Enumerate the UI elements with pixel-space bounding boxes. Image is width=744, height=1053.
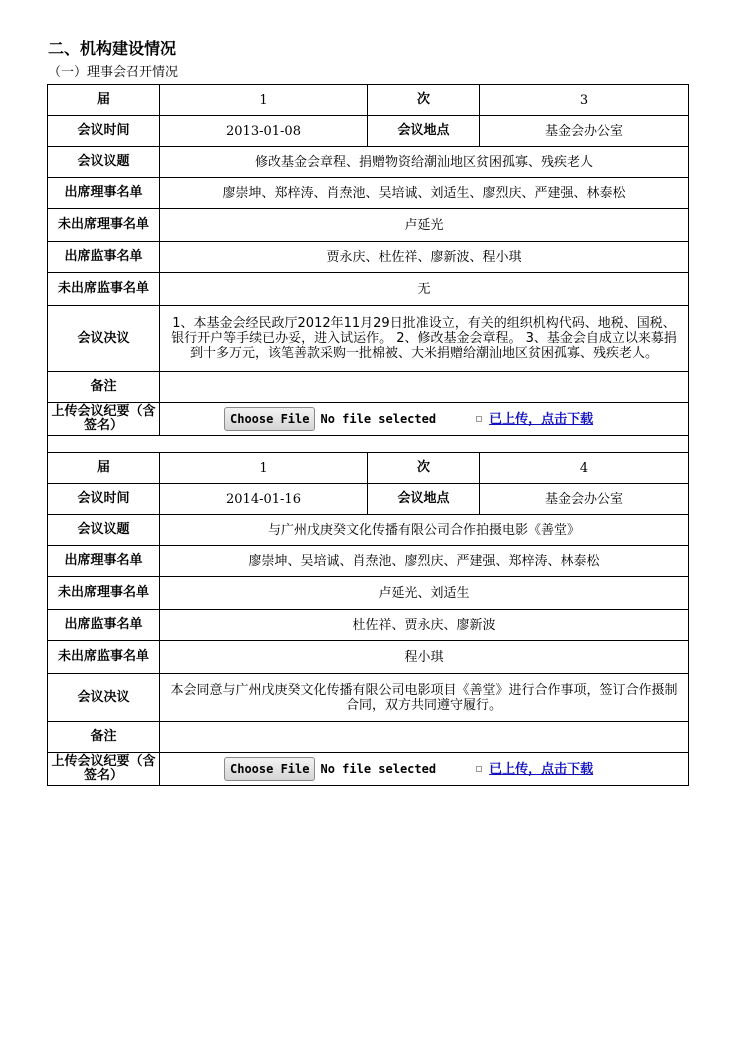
upload-cell [160,403,689,436]
meeting-2-present-directors-row [48,546,689,577]
session-value: 1 [160,453,368,484]
choose-file-button[interactable]: Choose File [224,757,315,781]
download-minutes-link[interactable]: 已上传，点击下载 [489,761,594,777]
present-supervisors-label: 出席监事名单 [48,242,160,273]
absent-supervisors-value: 无 [160,273,689,306]
choose-file-button[interactable]: Choose File [224,407,315,431]
meeting-1-session-row [48,85,689,116]
meeting-2-time-row [48,484,689,515]
board-meetings-table [47,84,689,786]
meeting-1-topic-row [48,147,689,178]
file-input-group [164,407,684,431]
number-label: 次 [368,85,480,116]
present-directors-value: 廖崇坤、郑梓涛、肖焘池、吴培诚、刘适生、廖烈庆、严建强、林泰松 [160,178,689,209]
remarks-label: 备注 [48,722,160,753]
remarks-value [160,722,689,753]
upload-minutes-label: 上传会议纪要（含签名） [48,753,160,786]
absent-supervisors-label: 未出席监事名单 [48,273,160,306]
absent-directors-label: 未出席理事名单 [48,577,160,610]
present-directors-value: 廖崇坤、吴培诚、肖焘池、廖烈庆、严建强、郑梓涛、林泰松 [160,546,689,577]
upload-minutes-label: 上传会议纪要（含签名） [48,403,160,436]
number-value: 4 [480,453,689,484]
meeting-1-present-supervisors-row [48,242,689,273]
file-status-text: No file selected [320,761,437,776]
present-directors-label: 出席理事名单 [48,546,160,577]
meeting-2-upload-row [48,753,689,786]
subsection-title: （一）理事会召开情况 [48,65,179,80]
separator-cell [48,436,689,453]
meeting-2-session-row [48,453,689,484]
checkbox-icon [476,766,482,772]
session-label: 届 [48,85,160,116]
meeting-topic-value: 与广州戊庚癸文化传播有限公司合作拍摄电影《善堂》 [160,515,689,546]
session-value: 1 [160,85,368,116]
resolution-label: 会议决议 [48,674,160,722]
meeting-place-value: 基金会办公室 [480,116,689,147]
meeting-topic-label: 会议议题 [48,515,160,546]
download-minutes-link[interactable]: 已上传，点击下载 [489,411,594,427]
absent-supervisors-value: 程小琪 [160,641,689,674]
file-status-text: No file selected [320,411,437,426]
absent-directors-value: 卢延光、刘适生 [160,577,689,610]
meeting-place-label: 会议地点 [368,116,480,147]
meeting-2-absent-supervisors-row [48,641,689,674]
upload-cell [160,753,689,786]
present-directors-label: 出席理事名单 [48,178,160,209]
meeting-topic-value: 修改基金会章程、捐赠物资给潮汕地区贫困孤寡、残疾老人 [160,147,689,178]
present-supervisors-label: 出席监事名单 [48,610,160,641]
meeting-1-absent-directors-row [48,209,689,242]
meeting-time-value: 2013-01-08 [160,116,368,147]
meeting-1-upload-row [48,403,689,436]
resolution-value: 本会同意与广州戊庚癸文化传播有限公司电影项目《善堂》进行合作事项，签订合作摄制合同，双方共同遵守履行。 [160,674,689,722]
number-label: 次 [368,453,480,484]
meeting-time-label: 会议时间 [48,484,160,515]
meeting-2-present-supervisors-row [48,610,689,641]
number-value: 3 [480,85,689,116]
meeting-2-absent-directors-row [48,577,689,610]
resolution-label: 会议决议 [48,306,160,372]
checkbox-icon [476,416,482,422]
meeting-1-present-directors-row [48,178,689,209]
meeting-place-label: 会议地点 [368,484,480,515]
absent-directors-value: 卢延光 [160,209,689,242]
meeting-1-resolution-row [48,306,689,372]
meeting-2-resolution-row [48,674,689,722]
session-label: 届 [48,453,160,484]
meeting-time-label: 会议时间 [48,116,160,147]
meeting-place-value: 基金会办公室 [480,484,689,515]
meeting-2-topic-row [48,515,689,546]
meeting-1-remarks-row [48,372,689,403]
meeting-2-remarks-row [48,722,689,753]
meeting-1-time-row [48,116,689,147]
absent-directors-label: 未出席理事名单 [48,209,160,242]
resolution-value: 1、本基金会经民政厅2012年11月29日批准设立，有关的组织机构代码、地税、国税、银行开户等手续已办妥，进入试运作。 2、修改基金会章程。 3、基金会自成立以来募捐到十多万元，该笔善款采购一批棉被、大米捐赠给潮汕地区贫困孤寡、残疾老人。 [160,306,689,372]
absent-supervisors-label: 未出席监事名单 [48,641,160,674]
remarks-value [160,372,689,403]
meeting-topic-label: 会议议题 [48,147,160,178]
present-supervisors-value: 杜佐祥、贾永庆、廖新波 [160,610,689,641]
file-input-group [164,757,684,781]
meeting-time-value: 2014-01-16 [160,484,368,515]
meeting-separator [48,436,689,453]
present-supervisors-value: 贾永庆、杜佐祥、廖新波、程小琪 [160,242,689,273]
section-title: 二、机构建设情况 [48,39,177,58]
remarks-label: 备注 [48,372,160,403]
meeting-1-absent-supervisors-row [48,273,689,306]
